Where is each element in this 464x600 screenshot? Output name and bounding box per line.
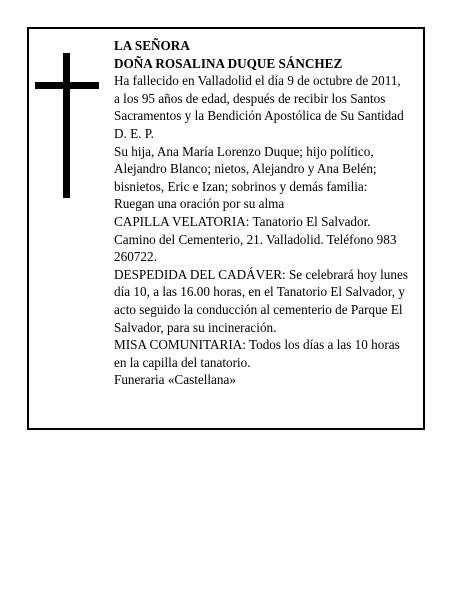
cross-icon <box>35 53 99 198</box>
chapel-info-line: CAPILLA VELATORIA: Tanatorio El Salvador. <box>114 213 371 229</box>
family-line: Ruegan una oración por su alma <box>114 196 285 212</box>
rest-in-peace-line: D. E. P. <box>114 125 154 141</box>
farewell-info-line: DESPEDIDA DEL CADÁVER: Se celebrará hoy lunes <box>114 266 408 282</box>
obituary-text <box>114 37 418 389</box>
family-line: Su hija, Ana María Lorenzo Duque; hijo político, <box>114 143 374 159</box>
mass-info-line: en la capilla del tanatorio. <box>114 354 251 370</box>
death-announcement-line: Ha fallecido en Valladolid el día 9 de octubre de 2011, <box>114 73 401 89</box>
family-line: Alejandro Blanco; nietos, Alejandro y Ana Belén; <box>114 161 377 177</box>
death-announcement-line: Sacramentos y la Bendición Apostólica de Su Santidad <box>114 108 404 124</box>
farewell-info-line: acto seguido la conducción al cementerio de Parque El <box>114 301 403 317</box>
notice-title: LA SEÑORA <box>114 38 190 53</box>
cross-horizontal-bar <box>35 82 99 89</box>
chapel-info-line: Camino del Cementerio, 21. Valladolid. Teléfono 983 <box>114 231 397 247</box>
deceased-name: DOÑA ROSALINA DUQUE SÁNCHEZ <box>114 55 343 71</box>
family-line: bisnietos, Eric e Izan; sobrinos y demás familia: <box>114 178 368 194</box>
cross-vertical-bar <box>63 53 70 198</box>
mass-info-line: MISA COMUNITARIA: Todos los días a las 10 horas <box>114 337 400 353</box>
chapel-info-line: 260722. <box>114 249 157 265</box>
farewell-info-line: día 10, a las 16.00 horas, en el Tanatorio El Salvador, y <box>114 284 405 300</box>
farewell-info-line: Salvador, para su incineración. <box>114 319 277 335</box>
death-announcement-line: a los 95 años de edad, después de recibir los Santos <box>114 90 386 106</box>
funeral-home: Funeraria «Castellana» <box>114 372 236 388</box>
